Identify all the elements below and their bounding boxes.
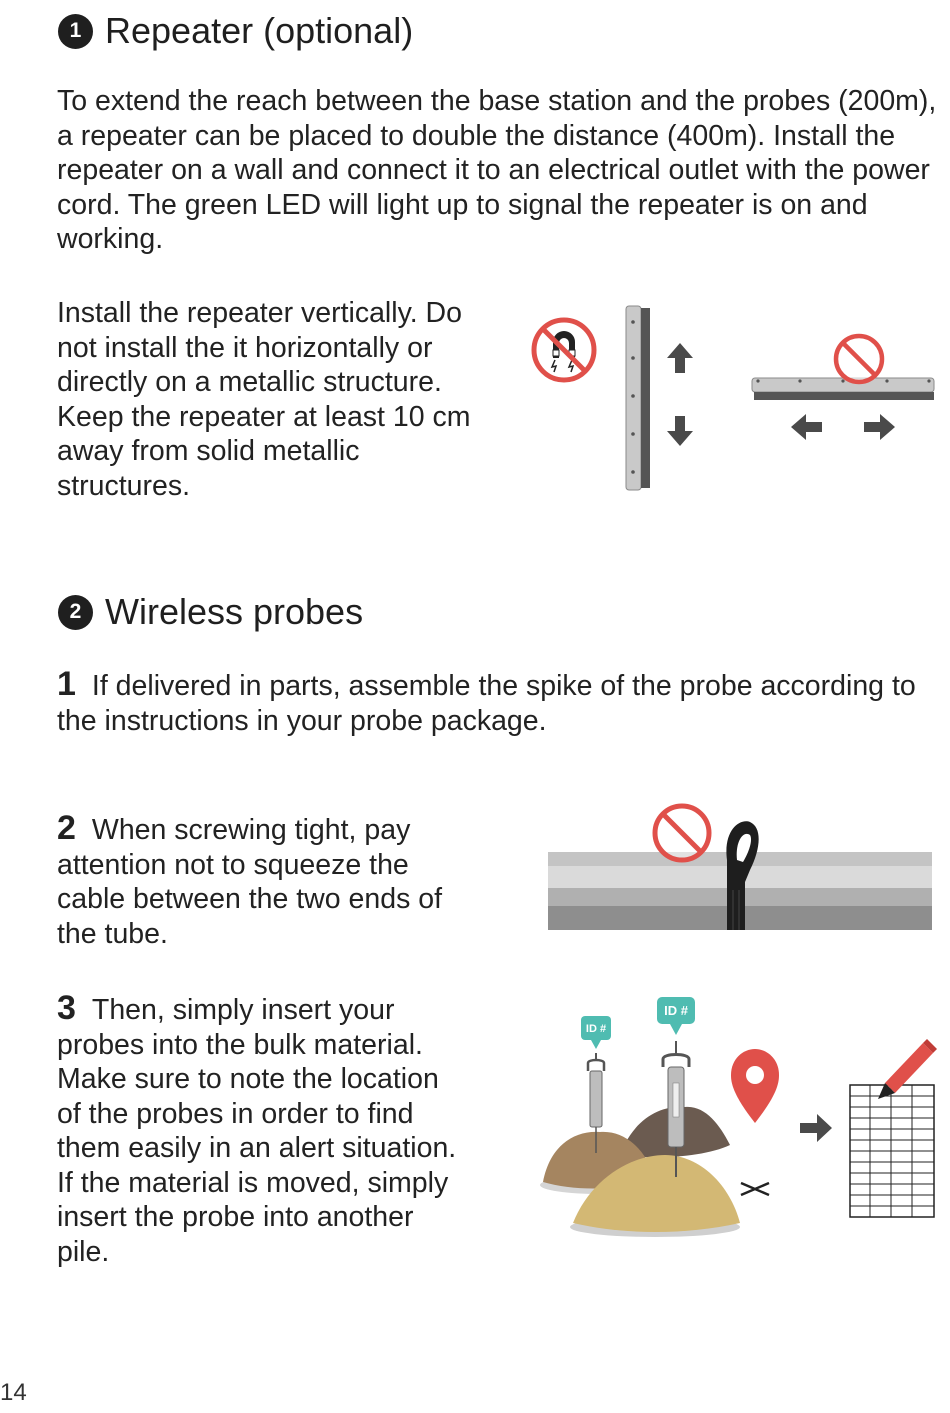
arrow-down-icon [667, 416, 693, 446]
repeater-intro-paragraph: To extend the reach between the base station and the probes (200m), a repeater can be placed to double the distance (400m). Install the repeater on a wall and connect it to an electrical outlet with the power cord. The green LED will light up to signal the repeater is on and working. [57, 85, 937, 255]
id-tag-large-label: ID # [664, 1003, 688, 1018]
arrow-left-icon [791, 414, 822, 440]
section-1-title: Repeater (optional) [105, 10, 414, 51]
section-2-badge: 2 [58, 595, 93, 630]
step-2-text: When screwing tight, pay attention not to squeeze the cable between the two ends of the tube. [57, 814, 443, 950]
section-1-heading [58, 10, 413, 52]
step-2-number: 2 [57, 809, 76, 847]
no-magnet-icon [534, 320, 594, 380]
vertical-repeater-icon [626, 306, 650, 490]
step-1 [57, 667, 937, 738]
step-2 [57, 811, 457, 951]
probes-piles-illustration [535, 995, 940, 1245]
location-pin-icon [731, 1049, 779, 1195]
record-sheet-icon [850, 1085, 934, 1217]
prohibit-horizontal-icon [836, 336, 882, 382]
step-3-text: Then, simply insert your probes into the bulk material. Make sure to note the location of the probes in order to find them easily in an alert situation. If the material is moved, simply insert the probe into another pile. [57, 994, 457, 1268]
arrow-right-record-icon [800, 1114, 832, 1142]
id-tag-small-label: ID # [585, 1023, 607, 1035]
id-tag-small [581, 1016, 611, 1049]
tube-cable-illustration [545, 800, 935, 940]
step-1-text: If delivered in parts, assemble the spike of the probe according to the instructions in your probe package. [57, 670, 916, 737]
arrow-up-icon [667, 343, 693, 373]
page-number: 14 [0, 1379, 27, 1406]
repeater-orientation-illustration [525, 300, 945, 500]
arrow-right-icon [864, 414, 895, 440]
section-2-heading [58, 591, 363, 633]
step-3 [57, 991, 467, 1269]
repeater-install-paragraph: Install the repeater vertically. Do not install the it horizontally or directly on a metallic structure. Keep the repeater at least 10 cm away from solid metallic structures. [57, 297, 471, 502]
prohibit-squeeze-icon [655, 806, 709, 860]
step-3-number: 3 [57, 989, 76, 1027]
section-1-badge: 1 [58, 14, 93, 49]
id-tag-large [657, 997, 695, 1035]
horizontal-repeater-icon [752, 378, 934, 400]
step-1-number: 1 [57, 665, 76, 703]
section-2-title: Wireless probes [105, 591, 364, 632]
